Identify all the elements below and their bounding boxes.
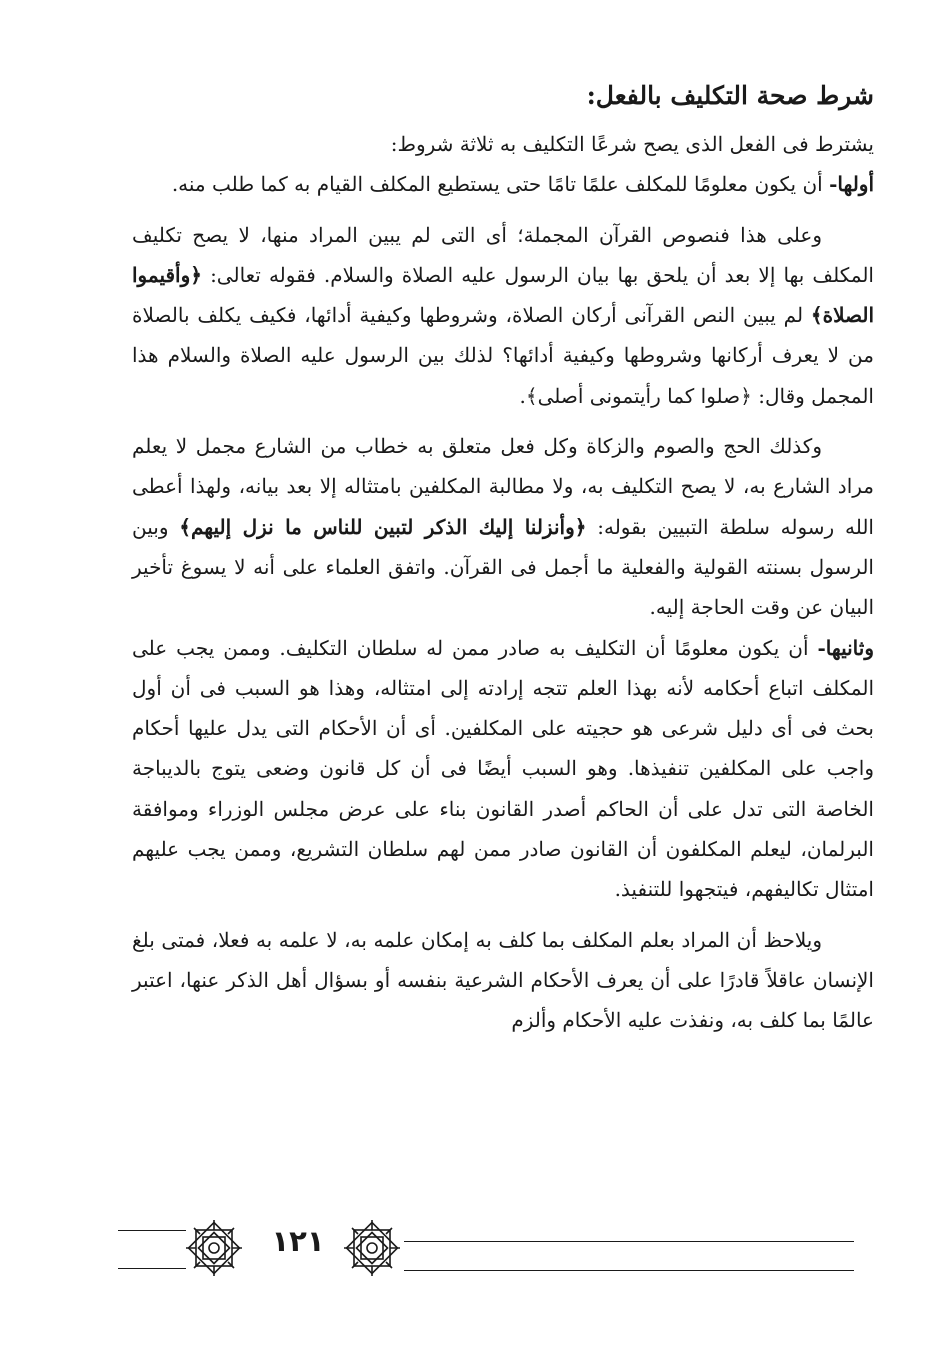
footer-rule-left-top: [118, 1230, 186, 1231]
second-condition-text: أن يكون معلومًا أن التكليف به صادر ممن له سلطان التكليف. وممن يجب على المكلف اتباع أحكامه لأنه بهذا العلم تتجه إرادته إلى امتثاله، وهذا هو السبب فى أن أول بحث فى أى دليل شرعى هو حجيته على المكلفين. أى أن الأحكام التى يدل عليها أحكام واجب على المكلفين تنفيذها. وهو السبب أيضًا فى أن كل قانون وضعى يتوج بالديباجة الخاصة التى تدل على أن الحاكم أصدر القانون بناء على عرض مجلس الوزراء وموافقة البرلمان، ليعلم المكلفون أن القانون صادر ممن لهم سلطان التشريع، وممن يجب عليهم امتثال تكاليفهم، فيتجهوا للتنفيذ.: [132, 635, 874, 902]
intro-paragraph: [132, 124, 874, 164]
star-ornament-right: [340, 1216, 404, 1280]
second-condition-label: وثانيها-: [817, 635, 874, 660]
knowledge-note-text: ويلاحظ أن المراد بعلم المكلف بما كلف به إمكان علمه به، لا علمه به فعلا، فمتى بلغ الإنسان عاقلاً قادرًا على أن يعرف الأحكام الشرعية بنفسه أو بسؤال أهل الذكر عنها، اعتبر عالمًا بما كلف به، ونفذت عليه الأحكام وألزم: [132, 927, 874, 1033]
section-heading: شرط صحة التكليف بالفعل:: [586, 81, 874, 110]
first-condition-text: أن يكون معلومًا للمكلف علمًا تامًا حتى يستطيع المكلف القيام به كما طلب منه.: [171, 172, 830, 197]
page-body: [132, 78, 874, 1041]
page-number: ١٢١: [271, 1224, 325, 1258]
prayer-example-paragraph: [132, 215, 874, 416]
footer-rule-right-top: [404, 1241, 854, 1242]
star-ornament-left: [182, 1216, 246, 1280]
pilgrimage-text-part1: وكذلك الحج والصوم والزكاة وكل فعل متعلق به خطاب من الشارع مجمل لا يعلم مراد الشارع به، لا يصح التكليف به، ولا مطالبة المكلفين بامتثاله إلا بعد بيانه، ولهذا أعطى الله رسوله سلطة التبيين بقوله:: [132, 434, 874, 539]
footer-rule-left-bottom: [118, 1268, 186, 1269]
revelation-verse-quote: ﴿وأنزلنا إليك الذكر لتبين للناس ما نزل إليهم﴾: [179, 514, 587, 539]
prayer-text-part1: وعلى هذا فنصوص القرآن المجملة؛ أى التى لم يبين المراد منها، لا يصح تكليف المكلف بها إلا بعد أن يلحق بها بيان الرسول عليه الصلاة والسلام. فقوله تعالى:: [132, 222, 874, 287]
prayer-verse-quote: ﴿وأقيموا الصلاة﴾: [132, 262, 874, 328]
prayer-text-part2: لم يبين النص القرآنى أركان الصلاة، وشروطها وكيفية أدائها، فكيف يكلف بالصلاة من لا يعرف أركانها وشروطها وكيفية أدائها؟ لذلك بين الرسول عليه الصلاة والسلام هذا المجمل وقال: ﴿صلوا كما رأيتمونى أصلى﴾.: [132, 303, 874, 408]
footer-rule-right-bottom: [404, 1270, 854, 1271]
second-condition-paragraph: [132, 628, 874, 910]
first-condition-label: أولها-: [829, 172, 874, 197]
pilgrimage-example-paragraph: [132, 426, 874, 627]
knowledge-note-paragraph: [132, 920, 874, 1041]
first-condition-paragraph: [132, 164, 874, 204]
intro-text: يشترط فى الفعل الذى يصح شرعًا التكليف به ثلاثة شروط:: [390, 132, 874, 156]
pilgrimage-text-part2: وبين الرسول بسنته القولية والفعلية ما أجمل فى القرآن. واتفق العلماء على أنه لا يسوغ تأخير البيان عن وقت الحاجة إليه.: [132, 514, 874, 620]
